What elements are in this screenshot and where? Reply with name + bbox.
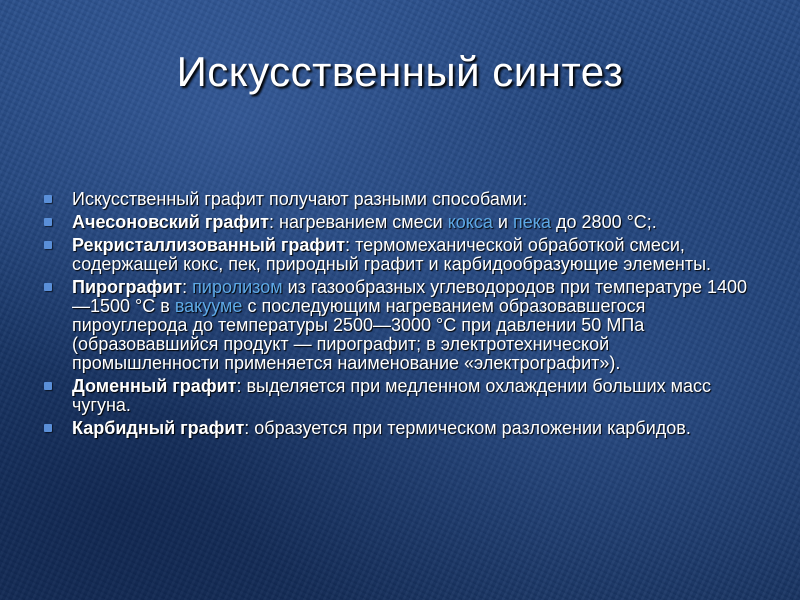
bullet-term: Пирографит <box>72 277 183 297</box>
bullet-item <box>42 377 757 415</box>
bullet-text: и <box>492 212 513 232</box>
bullet-link[interactable]: вакууме <box>174 296 243 316</box>
square-bullet-icon <box>44 218 52 226</box>
bullet-text: Искусственный графит получают разными способами: <box>72 189 528 209</box>
bullet-item <box>42 236 757 274</box>
bullet-text: : образуется при термическом разложении карбидов. <box>244 418 691 438</box>
bullet-text: : выделяется при медленном охлаждении больших масс чугуна. <box>72 376 712 415</box>
bullet-link[interactable]: пиролизом <box>192 277 283 297</box>
slide-title: Искусственный синтез <box>176 48 624 95</box>
bullet-text: : термомеханической обработкой смеси, содержащей кокс, пек, природный графит и карбидообразующие элементы. <box>72 235 712 274</box>
bullet-term: Карбидный графит <box>72 418 245 438</box>
square-bullet-icon <box>44 241 52 249</box>
bullet-term: Ачесоновский графит <box>72 212 269 232</box>
bullet-list <box>42 190 757 442</box>
bullet-text: : нагреванием смеси <box>269 212 448 232</box>
bullet-item <box>42 213 757 232</box>
bullet-text: из газообразных углеводородов при температуре 1400—1500 °С в <box>72 277 748 316</box>
square-bullet-icon <box>44 283 52 291</box>
bullet-item <box>42 419 757 438</box>
bullet-term: Доменный графит <box>72 376 237 396</box>
bullet-term: Рекристаллизованный графит <box>72 235 346 255</box>
bullet-item <box>42 190 757 209</box>
square-bullet-icon <box>44 382 52 390</box>
bullet-link[interactable]: пека <box>512 212 552 232</box>
bullet-link[interactable]: кокса <box>447 212 493 232</box>
square-bullet-icon <box>44 195 52 203</box>
bullet-text: до 2800 °С;. <box>551 212 657 232</box>
bullet-text: : <box>182 277 193 297</box>
square-bullet-icon <box>44 424 52 432</box>
bullet-text: с последующим нагреванием образовавшегося пироуглерода до температуры 2500—3000 °С при давлении 50 МПа (образовавшийся продукт — пирографит; в электротехнической промышленности применяется наименование «электрографит»). <box>72 296 646 373</box>
bullet-item <box>42 278 757 373</box>
